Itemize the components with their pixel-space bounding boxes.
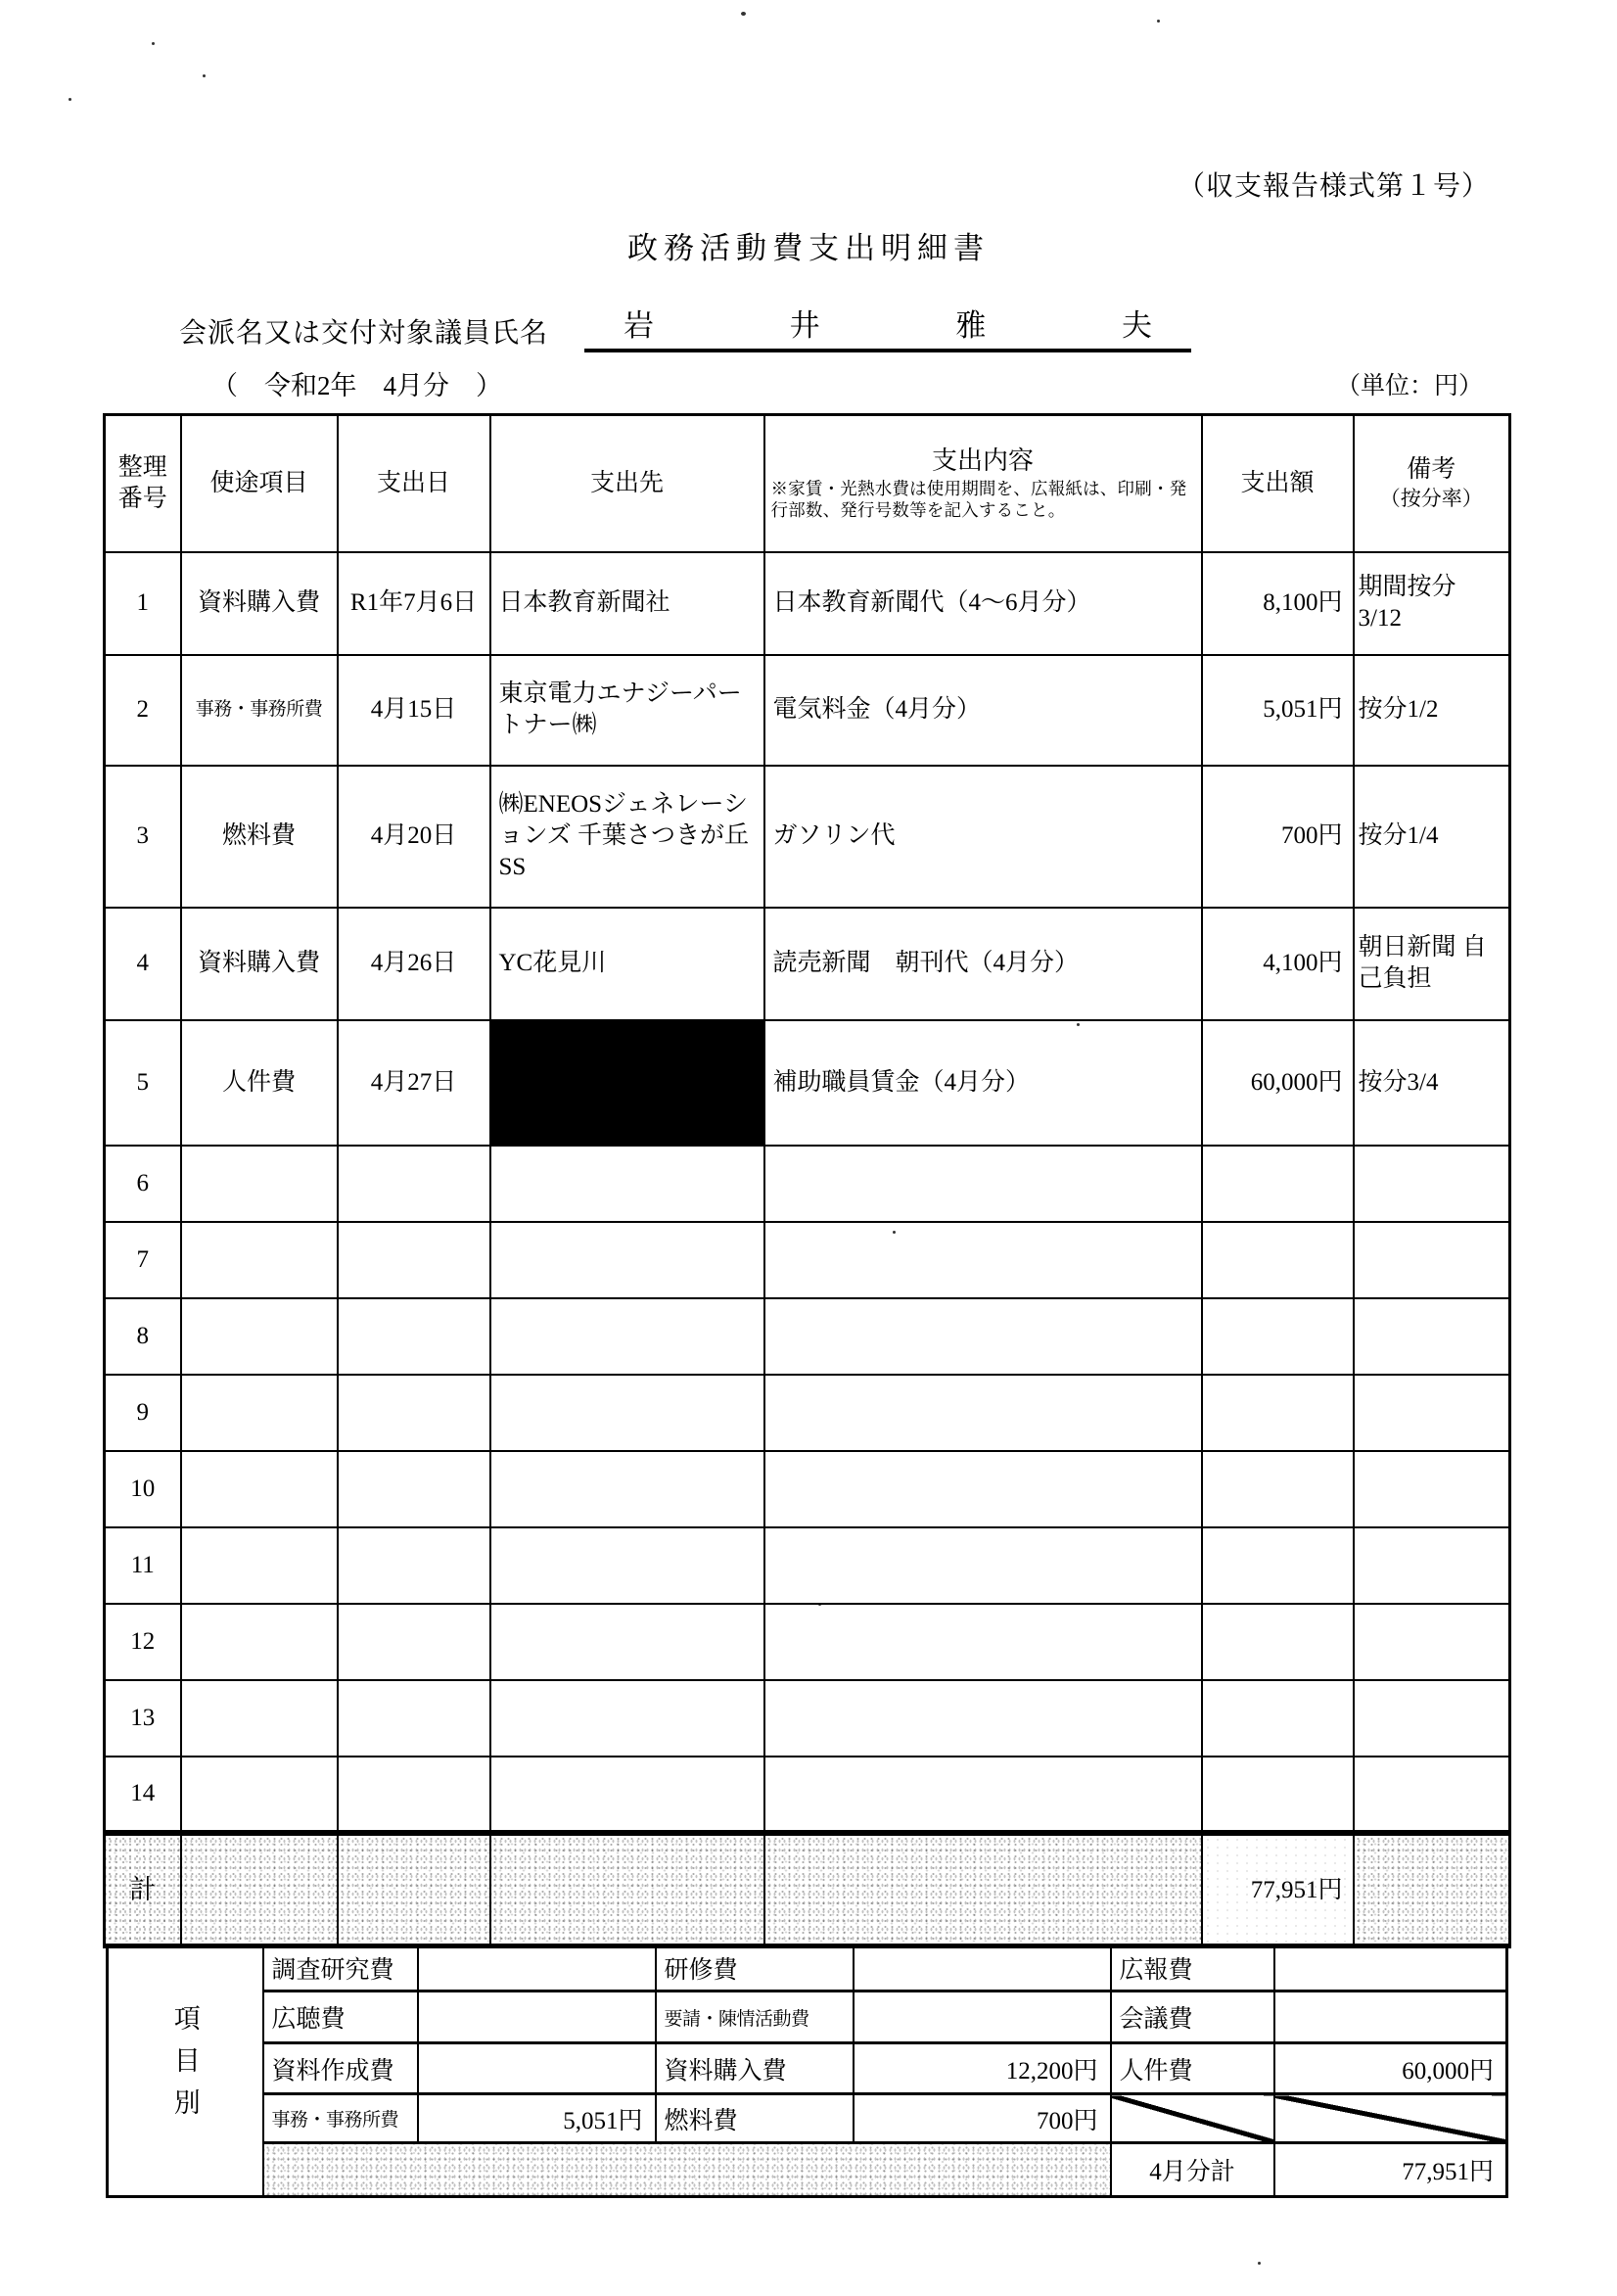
table-row [105, 655, 1510, 766]
empty-cell [490, 1222, 764, 1298]
summary-value: 700円 [854, 2094, 1111, 2143]
summary-value [1274, 1991, 1507, 2043]
table-row-empty [105, 1298, 1510, 1375]
total-amount-cell: 77,951円 [1202, 1833, 1354, 1947]
summary-value [418, 1991, 656, 2043]
summary-value [1274, 1945, 1507, 1991]
member-name-value [584, 294, 1191, 352]
empty-cell [1202, 1222, 1354, 1298]
header-serial-no: 整理番号 [105, 415, 181, 552]
header-expense-date: 支出日 [338, 415, 490, 552]
cell-amount: 60,000円 [1202, 1020, 1354, 1146]
summary-hatched-cell [263, 2143, 1111, 2197]
empty-cell [338, 1757, 490, 1833]
total-row [105, 1833, 1510, 1947]
cell-no: 3 [105, 766, 181, 908]
empty-cell [764, 1222, 1202, 1298]
empty-cell [1202, 1375, 1354, 1451]
unit-note: （単位：円） [1335, 373, 1483, 399]
empty-cell [490, 1527, 764, 1604]
empty-cell [764, 1146, 1202, 1222]
summary-total-row [108, 2143, 1507, 2197]
empty-cell [181, 1375, 338, 1451]
member-name-char: 岩 [624, 308, 654, 343]
empty-cell [490, 1375, 764, 1451]
empty-cell [1202, 1298, 1354, 1375]
member-name-char: 雅 [955, 308, 987, 343]
cell-content: 日本教育新聞代（4～6月分） [764, 552, 1202, 655]
empty-cell [338, 1146, 490, 1222]
summary-row [108, 1945, 1507, 1991]
empty-cell [764, 1680, 1202, 1757]
empty-cell [490, 1680, 764, 1757]
summary-category: 資料購入費 [656, 2043, 854, 2094]
table-row-empty [105, 1375, 1510, 1451]
empty-cell [1202, 1146, 1354, 1222]
cell-content: 補助職員賃金（4月分） [764, 1020, 1202, 1146]
cell-date: 4月26日 [338, 908, 490, 1020]
empty-cell [181, 1680, 338, 1757]
cell-no: 10 [105, 1451, 181, 1527]
cell-content: ガソリン代 [764, 766, 1202, 908]
cell-no: 12 [105, 1604, 181, 1680]
empty-cell [764, 1527, 1202, 1604]
cell-no: 5 [105, 1020, 181, 1146]
cell-no: 13 [105, 1680, 181, 1757]
total-label-cell: 計 [105, 1833, 181, 1947]
summary-row [108, 2043, 1507, 2094]
cell-remarks: 朝日新聞 自己負担 [1354, 908, 1510, 1020]
empty-cell [764, 1298, 1202, 1375]
summary-value [854, 1991, 1111, 2043]
empty-cell [1354, 1222, 1510, 1298]
cell-no: 2 [105, 655, 181, 766]
summary-value: 12,200円 [854, 2043, 1111, 2094]
slashed-cell [1111, 2094, 1274, 2143]
total-empty-cell [764, 1833, 1202, 1947]
form-number-note: （収支報告様式第１号） [1177, 171, 1490, 202]
header-expense-content-title: 支出内容 [931, 446, 1034, 476]
empty-cell [338, 1298, 490, 1375]
scan-speck [69, 98, 71, 101]
empty-cell [490, 1757, 764, 1833]
empty-cell [1202, 1451, 1354, 1527]
summary-category: 研修費 [656, 1945, 854, 1991]
empty-cell [338, 1451, 490, 1527]
total-empty-cell [1354, 1833, 1510, 1947]
scan-speck [1258, 2262, 1261, 2265]
cell-no: 11 [105, 1527, 181, 1604]
cell-payee: 東京電力エナジーパートナー㈱ [490, 655, 764, 766]
header-expense-content-note: ※家賃・光熱水費は使用期間を、広報紙は、印刷・発行部数、発行号数等を記入すること。 [770, 478, 1187, 521]
summary-category: 資料作成費 [263, 2043, 418, 2094]
empty-cell [490, 1604, 764, 1680]
empty-cell [338, 1222, 490, 1298]
table-row [105, 766, 1510, 908]
empty-cell [764, 1757, 1202, 1833]
summary-category: 燃料費 [656, 2094, 854, 2143]
slashed-cell [1274, 2094, 1507, 2143]
scan-speck [741, 12, 746, 16]
empty-cell [1202, 1757, 1354, 1833]
cell-usage: 事務・事務所費 [181, 655, 338, 766]
header-amount: 支出額 [1202, 415, 1354, 552]
total-empty-cell [490, 1833, 764, 1947]
table-row-empty [105, 1757, 1510, 1833]
header-payee: 支出先 [490, 415, 764, 552]
cell-amount: 700円 [1202, 766, 1354, 908]
table-row-empty [105, 1146, 1510, 1222]
header-remarks-title: 備考 [1407, 456, 1456, 484]
summary-row [108, 2094, 1507, 2143]
summary-value: 5,051円 [418, 2094, 656, 2143]
empty-cell [181, 1298, 338, 1375]
summary-category: 人件費 [1111, 2043, 1274, 2094]
cell-date: 4月20日 [338, 766, 490, 908]
empty-cell [338, 1375, 490, 1451]
report-period: （ 令和2年 4月分 ） [211, 371, 502, 400]
empty-cell [1202, 1680, 1354, 1757]
total-empty-cell [181, 1833, 338, 1947]
cell-date: R1年7月6日 [338, 552, 490, 655]
empty-cell [181, 1146, 338, 1222]
cell-usage: 資料購入費 [181, 552, 338, 655]
summary-category: 広聴費 [263, 1991, 418, 2043]
empty-cell [338, 1604, 490, 1680]
cell-no: 9 [105, 1375, 181, 1451]
cell-no: 14 [105, 1757, 181, 1833]
cell-usage: 資料購入費 [181, 908, 338, 1020]
table-header-row [105, 415, 1510, 552]
cell-amount: 8,100円 [1202, 552, 1354, 655]
member-name-char: 夫 [1121, 308, 1152, 343]
empty-cell [181, 1527, 338, 1604]
summary-value [418, 1945, 656, 1991]
cell-no: 4 [105, 908, 181, 1020]
cell-no: 7 [105, 1222, 181, 1298]
cell-no: 8 [105, 1298, 181, 1375]
empty-cell [1202, 1604, 1354, 1680]
empty-cell [1354, 1680, 1510, 1757]
member-name-char: 井 [789, 308, 820, 343]
cell-usage: 人件費 [181, 1020, 338, 1146]
header-remarks [1354, 415, 1510, 552]
member-name-label: 会派名又は交付対象議員氏名 [179, 318, 549, 349]
summary-value [854, 1945, 1111, 1991]
summary-category: 事務・事務所費 [263, 2094, 418, 2143]
summary-value [418, 2043, 656, 2094]
table-row-empty [105, 1451, 1510, 1527]
empty-cell [764, 1451, 1202, 1527]
table-row [105, 552, 1510, 655]
table-row-empty [105, 1222, 1510, 1298]
empty-cell [1354, 1146, 1510, 1222]
empty-cell [490, 1451, 764, 1527]
empty-cell [490, 1298, 764, 1375]
summary-category: 要請・陳情活動費 [656, 1991, 854, 2043]
table-row-empty [105, 1680, 1510, 1757]
empty-cell [1354, 1757, 1510, 1833]
cell-remarks: 按分1/2 [1354, 655, 1510, 766]
empty-cell [490, 1146, 764, 1222]
table-row-empty [105, 1527, 1510, 1604]
cell-content: 電気料金（4月分） [764, 655, 1202, 766]
cell-usage: 燃料費 [181, 766, 338, 908]
empty-cell [1354, 1604, 1510, 1680]
summary-category: 広報費 [1111, 1945, 1274, 1991]
summary-value: 60,000円 [1274, 2043, 1507, 2094]
empty-cell [181, 1757, 338, 1833]
cell-payee: YC花見川 [490, 908, 764, 1020]
summary-month-total-label: 4月分計 [1111, 2143, 1274, 2197]
cell-payee: ㈱ENEOSジェネレーションズ 千葉さつきが丘SS [490, 766, 764, 908]
table-row [105, 908, 1510, 1020]
page-title: 政務活動費支出明細書 [627, 231, 990, 265]
cell-remarks: 按分3/4 [1354, 1020, 1510, 1146]
table-row [105, 1020, 1510, 1146]
summary-side-label: 項目別 [169, 2004, 200, 2131]
empty-cell [338, 1680, 490, 1757]
cell-amount: 4,100円 [1202, 908, 1354, 1020]
empty-cell [1354, 1527, 1510, 1604]
header-expense-content [764, 415, 1202, 552]
scan-speck [203, 74, 206, 77]
cell-remarks: 期間按分 3/12 [1354, 552, 1510, 655]
header-usage-item: 使途項目 [181, 415, 338, 552]
empty-cell [181, 1451, 338, 1527]
cell-content: 読売新聞 朝刊代（4月分） [764, 908, 1202, 1020]
cell-date: 4月27日 [338, 1020, 490, 1146]
cell-no: 6 [105, 1146, 181, 1222]
cell-no: 1 [105, 552, 181, 655]
cell-remarks: 按分1/4 [1354, 766, 1510, 908]
expense-detail-table [103, 413, 1511, 1948]
empty-cell [338, 1527, 490, 1604]
summary-row [108, 1991, 1507, 2043]
category-summary-table [106, 1944, 1508, 2198]
summary-month-total-value: 77,951円 [1274, 2143, 1507, 2197]
empty-cell [181, 1222, 338, 1298]
empty-cell [764, 1375, 1202, 1451]
empty-cell [1354, 1375, 1510, 1451]
cell-payee-redacted [490, 1020, 764, 1146]
summary-side-label-cell [108, 1945, 263, 2197]
total-empty-cell [338, 1833, 490, 1947]
cell-payee: 日本教育新聞社 [490, 552, 764, 655]
cell-amount: 5,051円 [1202, 655, 1354, 766]
header-remarks-sub: （按分率） [1379, 487, 1483, 511]
summary-category: 調査研究費 [263, 1945, 418, 1991]
empty-cell [1354, 1451, 1510, 1527]
empty-cell [181, 1604, 338, 1680]
scan-speck [1157, 20, 1160, 23]
table-row-empty [105, 1604, 1510, 1680]
scan-speck [152, 42, 155, 45]
empty-cell [1354, 1298, 1510, 1375]
cell-date: 4月15日 [338, 655, 490, 766]
empty-cell [1202, 1527, 1354, 1604]
summary-category: 会議費 [1111, 1991, 1274, 2043]
empty-cell [764, 1604, 1202, 1680]
